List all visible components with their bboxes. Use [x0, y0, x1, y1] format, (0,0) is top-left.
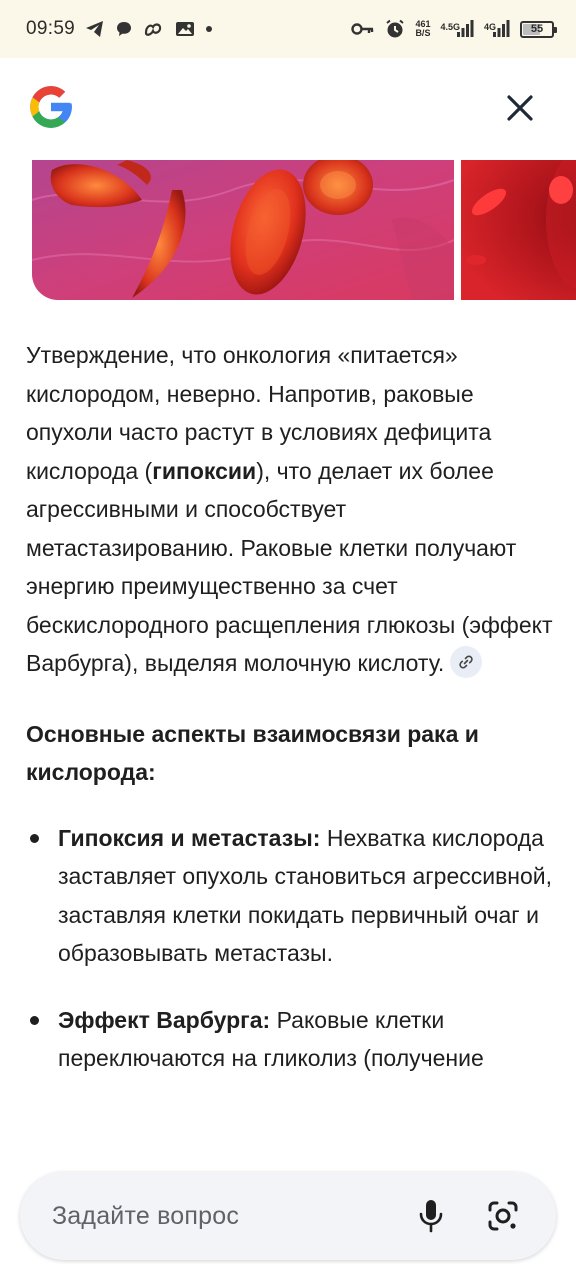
- network-type-2: 4G: [483, 22, 496, 32]
- network-type-1: 4.5G: [440, 22, 460, 32]
- signal-strength-icon: [492, 20, 510, 38]
- bullet-icon: [30, 1016, 39, 1025]
- lens-search-button[interactable]: [478, 1191, 528, 1241]
- status-time: 09:59: [26, 18, 76, 39]
- battery-level: 55: [530, 23, 544, 35]
- telegram-icon: [85, 20, 105, 38]
- network-speed-unit: B/S: [415, 28, 431, 38]
- blood-vessel-illustration: [461, 160, 576, 300]
- key-icon: [351, 22, 375, 36]
- blood-vessel-image[interactable]: [461, 160, 576, 300]
- battery-icon: [520, 21, 554, 38]
- network-speed-value: 461: [415, 19, 431, 29]
- list-item-term: Гипоксия и метастазы:: [58, 824, 321, 851]
- list-item-term: Эффект Варбурга:: [58, 1006, 271, 1033]
- answer-text-part1: Утверждение, что онкология «питается» кислородом, неверно. Напротив, раковые опухоли часто растут в условиях дефицита кислорода (: [26, 342, 492, 484]
- google-lens-icon: [487, 1200, 519, 1232]
- list-item: [26, 1001, 556, 1078]
- link-icon: [458, 654, 474, 670]
- chat-icon: [115, 20, 133, 38]
- signal-strength-icon: [456, 20, 474, 38]
- microphone-icon: [418, 1199, 444, 1233]
- content-fade: [0, 1120, 576, 1152]
- app-notification-icon: [143, 21, 165, 37]
- bullet-icon: [30, 834, 39, 843]
- answer-text-bold: гипоксии: [152, 457, 257, 484]
- status-right: [351, 19, 554, 39]
- network-speed: [415, 20, 430, 38]
- blood-cells-image[interactable]: [32, 160, 454, 300]
- more-notifications-dot-icon: [205, 25, 213, 33]
- close-icon: [505, 93, 535, 123]
- red-blood-cells-illustration: [32, 160, 454, 300]
- aspects-list: [26, 819, 556, 1078]
- gallery-icon: [175, 21, 195, 37]
- close-button[interactable]: [500, 88, 540, 128]
- list-item-text: Раковые клетки переключаются на гликолиз (получение: [58, 1006, 484, 1071]
- search-input[interactable]: Задайте вопрос: [52, 1201, 240, 1230]
- app-header: [0, 58, 576, 158]
- answer-paragraph: [26, 336, 556, 683]
- answer-text-part2: ), что делает их более агрессивными и способствует метастазированию. Раковые клетки получают энергию преимущественно за счет бескислородного расщепления глюкозы (эффект Варбурга), выделяя молочную кислоту.: [26, 457, 553, 676]
- google-g-icon: [26, 82, 76, 132]
- status-left: [26, 18, 213, 40]
- list-item: [26, 819, 556, 973]
- signal-group-2: [484, 20, 510, 38]
- section-heading: Основные аспекты взаимосвязи рака и кислорода:: [26, 720, 479, 785]
- voice-search-button[interactable]: [406, 1191, 456, 1241]
- ask-question-bar[interactable]: [20, 1172, 556, 1260]
- status-bar: [0, 0, 576, 58]
- ai-answer-content: [26, 336, 556, 1106]
- list-item-text: Нехватка кислорода заставляет опухоль становиться агрессивной, заставляя клетки покидать первичный очаг и образовывать метастазы.: [58, 824, 553, 966]
- image-carousel[interactable]: [32, 160, 576, 300]
- alarm-icon: [385, 19, 405, 39]
- source-link-button[interactable]: [450, 646, 482, 678]
- signal-group-1: [440, 20, 474, 38]
